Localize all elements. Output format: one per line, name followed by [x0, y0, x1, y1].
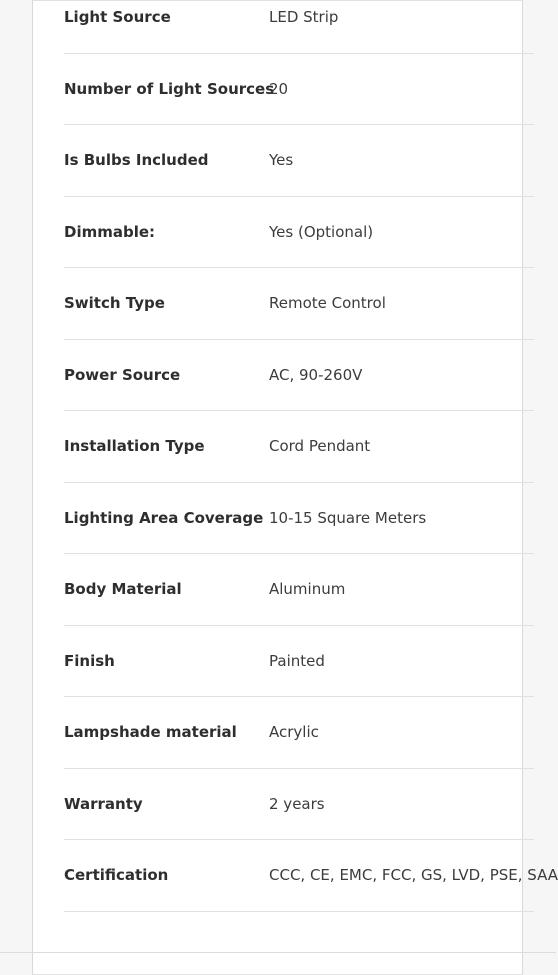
spec-row-power-source	[64, 340, 534, 412]
spec-label: Power Source	[64, 365, 181, 384]
spec-label: Body Material	[64, 580, 182, 599]
spec-label: Dimmable:	[64, 222, 156, 241]
specifications-card	[32, 0, 558, 975]
spec-label: Light Source	[64, 8, 171, 27]
spec-value: LED Strip	[269, 8, 339, 27]
spec-row-installation-type	[64, 411, 534, 483]
spec-value: Remote Control	[269, 294, 386, 313]
spec-label: Switch Type	[64, 294, 165, 313]
spec-value: Painted	[269, 651, 325, 670]
spec-row-is-bulbs-included	[64, 125, 534, 197]
spec-row-lighting-area-coverage	[64, 483, 534, 555]
spec-row-lampshade-material	[64, 697, 534, 769]
spec-label: Lighting Area Coverage	[64, 508, 264, 527]
spec-value: Yes	[269, 151, 294, 170]
spec-value: 2 years	[269, 794, 325, 813]
spec-row-dimmable	[64, 197, 534, 269]
section-divider	[0, 952, 556, 953]
spec-label: Installation Type	[64, 437, 205, 456]
spec-row-number-of-light-sources	[64, 54, 534, 126]
spec-value: 20	[269, 79, 289, 98]
spec-value: Aluminum	[269, 580, 346, 599]
spec-value: AC, 90-260V	[269, 365, 363, 384]
spec-value: Cord Pendant	[269, 437, 371, 456]
spec-row-warranty	[64, 769, 534, 841]
spec-row-finish	[64, 626, 534, 698]
spec-label: Number of Light Sources	[64, 79, 275, 98]
spec-row-light-source	[64, 0, 534, 54]
spec-value: Yes (Optional)	[269, 222, 374, 241]
spec-label: Is Bulbs Included	[64, 151, 209, 170]
spec-value: CCC, CE, EMC, FCC, GS, LVD, PSE, SAA	[269, 866, 558, 885]
spec-label: Warranty	[64, 794, 143, 813]
spec-row-switch-type	[64, 268, 534, 340]
spec-label: Finish	[64, 651, 115, 670]
spec-value: Acrylic	[269, 723, 319, 742]
spec-value: 10-15 Square Meters	[269, 508, 427, 527]
spec-label: Lampshade material	[64, 723, 237, 742]
specifications-table	[64, 0, 558, 912]
spec-label: Certification	[64, 866, 169, 885]
spec-row-certification	[64, 840, 558, 912]
spec-row-body-material	[64, 554, 534, 626]
